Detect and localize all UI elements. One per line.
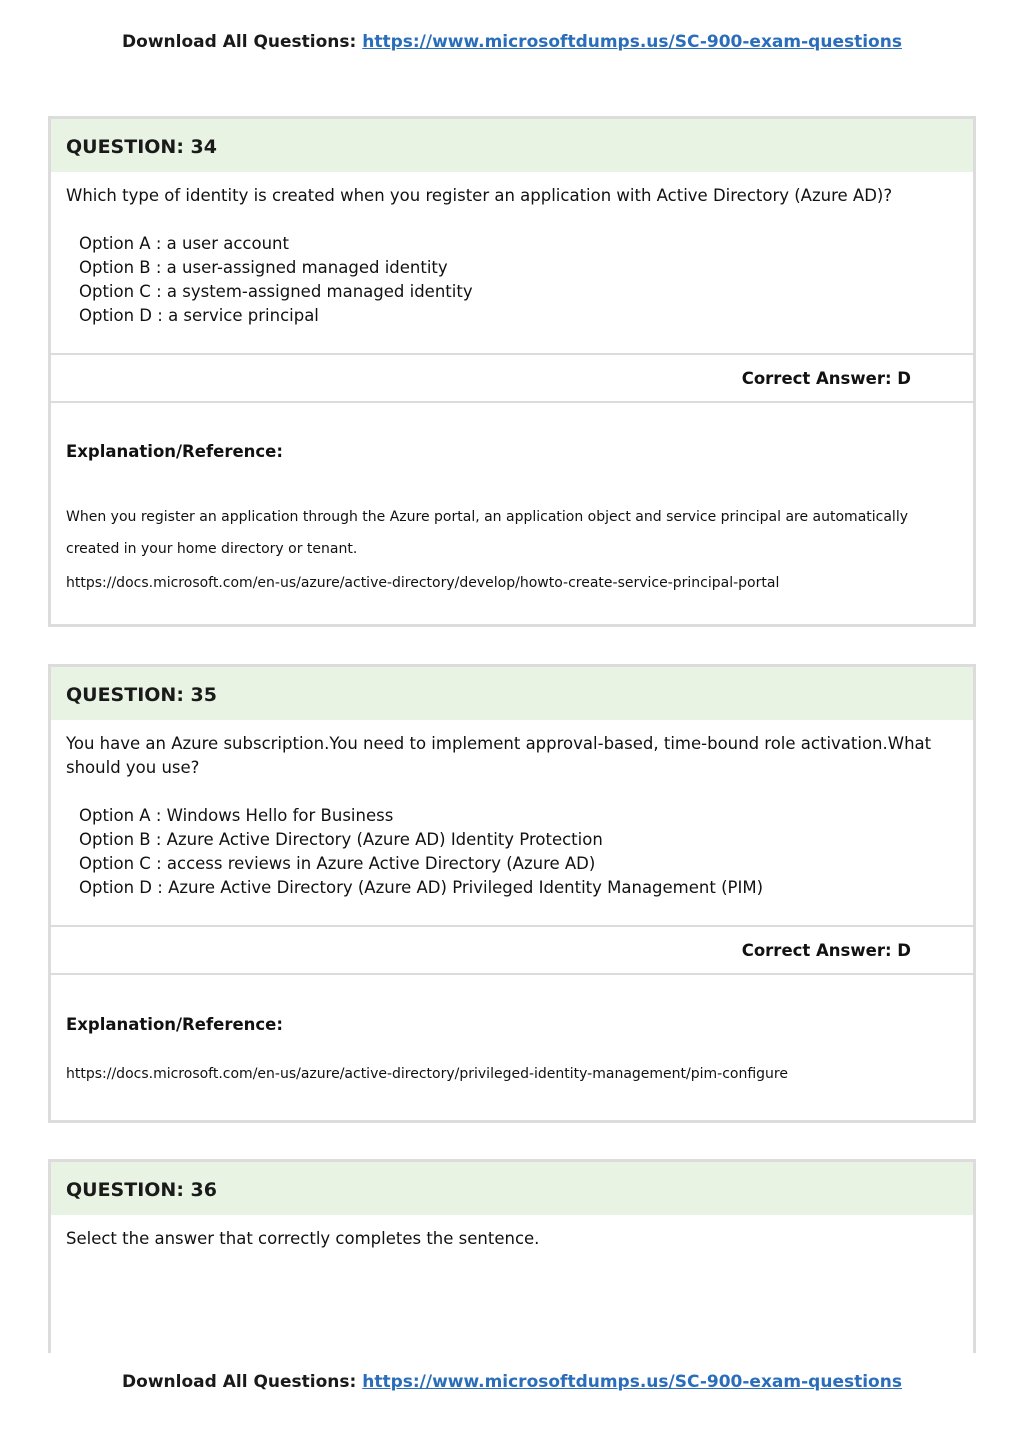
option-list: [66, 232, 958, 328]
option-b: Option B : Azure Active Directory (Azure AD) Identity Protection: [79, 830, 603, 849]
correct-answer: Correct Answer: D: [741, 941, 911, 960]
option-d: Option D : Azure Active Directory (Azure AD) Privileged Identity Management (PIM): [79, 878, 764, 897]
option-d: Option D : a service principal: [79, 306, 319, 325]
question-card-34: [48, 116, 976, 627]
reference-url: https://docs.microsoft.com/en-us/azure/active-directory/develop/howto-create-service-principal-portal: [66, 575, 780, 591]
question-body: [51, 1215, 973, 1251]
question-body: [51, 172, 973, 328]
reference-url: https://docs.microsoft.com/en-us/azure/active-directory/privileged-identity-management/pim-configure: [66, 1066, 788, 1082]
question-card-35: [48, 664, 976, 1123]
option-list: [66, 804, 958, 900]
question-text: Which type of identity is created when you register an application with Active Directory (Azure AD)?: [66, 186, 893, 205]
download-label: Download All Questions:: [122, 1372, 357, 1392]
option-a: Option A : Windows Hello for Business: [79, 806, 394, 825]
option-b: Option B : a user-assigned managed identity: [79, 258, 448, 277]
question-header: QUESTION: 35: [51, 667, 973, 720]
download-banner-bottom: [0, 1371, 1024, 1393]
question-text: You have an Azure subscription.You need to implement approval-based, time-bound role activation.What should you use?: [66, 734, 932, 777]
explanation-text: When you register an application through the Azure portal, an application object and service principal are automatically created in your home directory or tenant.: [66, 509, 908, 557]
explanation-title: Explanation/Reference:: [66, 442, 283, 461]
question-header: QUESTION: 34: [51, 119, 973, 172]
question-header: QUESTION: 36: [51, 1162, 973, 1215]
question-body: [51, 720, 973, 900]
download-link[interactable]: https://www.microsoftdumps.us/SC-900-exam-questions: [362, 1372, 902, 1392]
option-c: Option C : a system-assigned managed identity: [79, 282, 473, 301]
option-c: Option C : access reviews in Azure Active Directory (Azure AD): [79, 854, 596, 873]
explanation-title: Explanation/Reference:: [66, 1015, 283, 1034]
answer-row: [51, 925, 973, 975]
download-link[interactable]: https://www.microsoftdumps.us/SC-900-exam-questions: [362, 32, 902, 52]
download-label: Download All Questions:: [122, 32, 357, 52]
question-text: Select the answer that correctly completes the sentence.: [66, 1229, 540, 1248]
download-banner-top: [0, 31, 1024, 53]
option-a: Option A : a user account: [79, 234, 289, 253]
answer-row: [51, 353, 973, 403]
question-card-36: [48, 1159, 976, 1353]
correct-answer: Correct Answer: D: [741, 369, 911, 388]
